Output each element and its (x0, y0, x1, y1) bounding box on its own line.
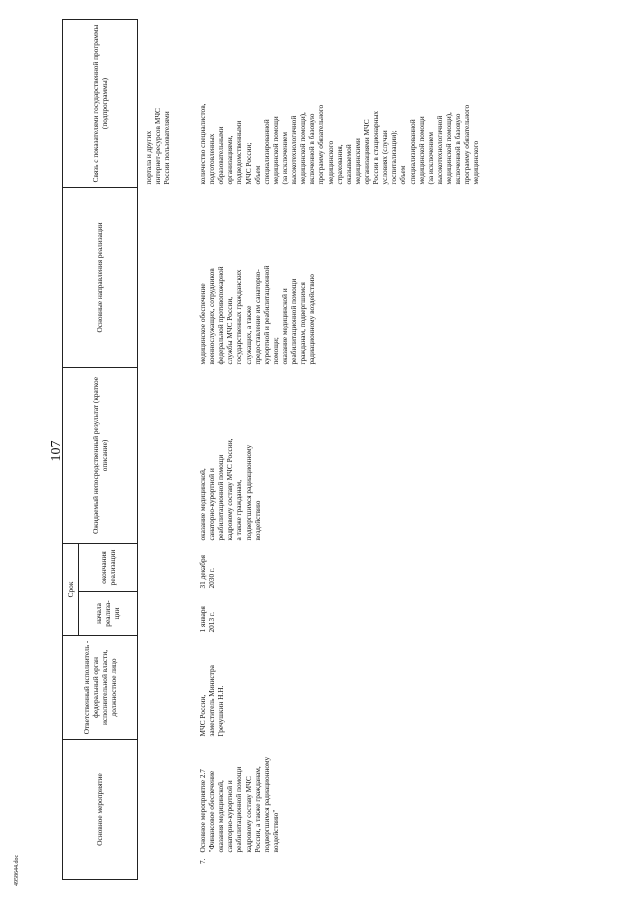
header-term-start: начала реализа- ции (94, 600, 122, 627)
term-start-text: 1 января 2013 г. (198, 606, 217, 633)
header-result: Ожидаемый непосредственный результат (краткое описание) (90, 377, 109, 534)
rotated-table-container (62, 20, 572, 880)
header-indicators: Связь с показателями государственной программы (подпрограммы) (90, 24, 109, 183)
measures-table (62, 19, 484, 880)
directions-text: медицинское обеспечение военнослужащих, сотрудников федеральной противопожарной службы МЧС России, государственных гражданских служащих, а также предоставление им санаторно- курортной и реабилитационной помощи; оказание медицинской и реабилитационной помощи гражданам, подвергшимся радиационному воздействию (198, 265, 317, 365)
table-row-prev-continuation (138, 19, 195, 879)
table-row (194, 19, 484, 879)
table-header-row (63, 19, 79, 879)
measure-text: Основное мероприятие 2.7 "Финансовое обеспечение оказания медицинской, санаторно-курортной и реабилитационной помощи кадровому составу МЧС России, а также гражданам, подвергшимся радиационному воздействию" (198, 756, 280, 853)
page-number: 107 (49, 440, 64, 462)
header-term-end: окончания реализации (98, 549, 117, 586)
responsible-text: МЧС России, заместитель Министра Гречушкин Н.Н. (198, 665, 226, 737)
document-code: 4958644.doc (14, 854, 20, 886)
header-measure: Основное мероприятие (95, 773, 105, 846)
header-responsible: Ответственный исполнитель - федеральный орган исполнительной власти, должностное лицо (81, 640, 119, 735)
indicators-text: количество специалистов, подготовленных образовательными организациями, подведомственными МЧС России; объем специализированной медицинской помощи (за исключением высокотехнологичной медицинской помощи), включенной в базовую программу обязательного медицинского страхования, оказываемой медицинскими организациями МЧС России в стационарных условиях (случаи госпитализации); объем специализированной медицинской помощи (за исключением высокотехнологичной медицинской помощи), включенной в базовую программу обязательного медицинского (198, 103, 481, 185)
result-text: оказание медицинской, санаторно-курортной и реабилитационной помощи кадровому составу МЧС России, а также гражданам, подвергшимся радиационному воздействию (198, 438, 262, 541)
header-directions: Основные направления реализации (95, 222, 105, 333)
indicators-continuation-text: портала и других интернет-ресурсов МЧС России пользователями (144, 108, 172, 185)
header-term: Срок (65, 581, 75, 598)
term-end-text: 31 декабря 2030 г. (198, 555, 217, 589)
row-number: 7. (198, 858, 207, 864)
